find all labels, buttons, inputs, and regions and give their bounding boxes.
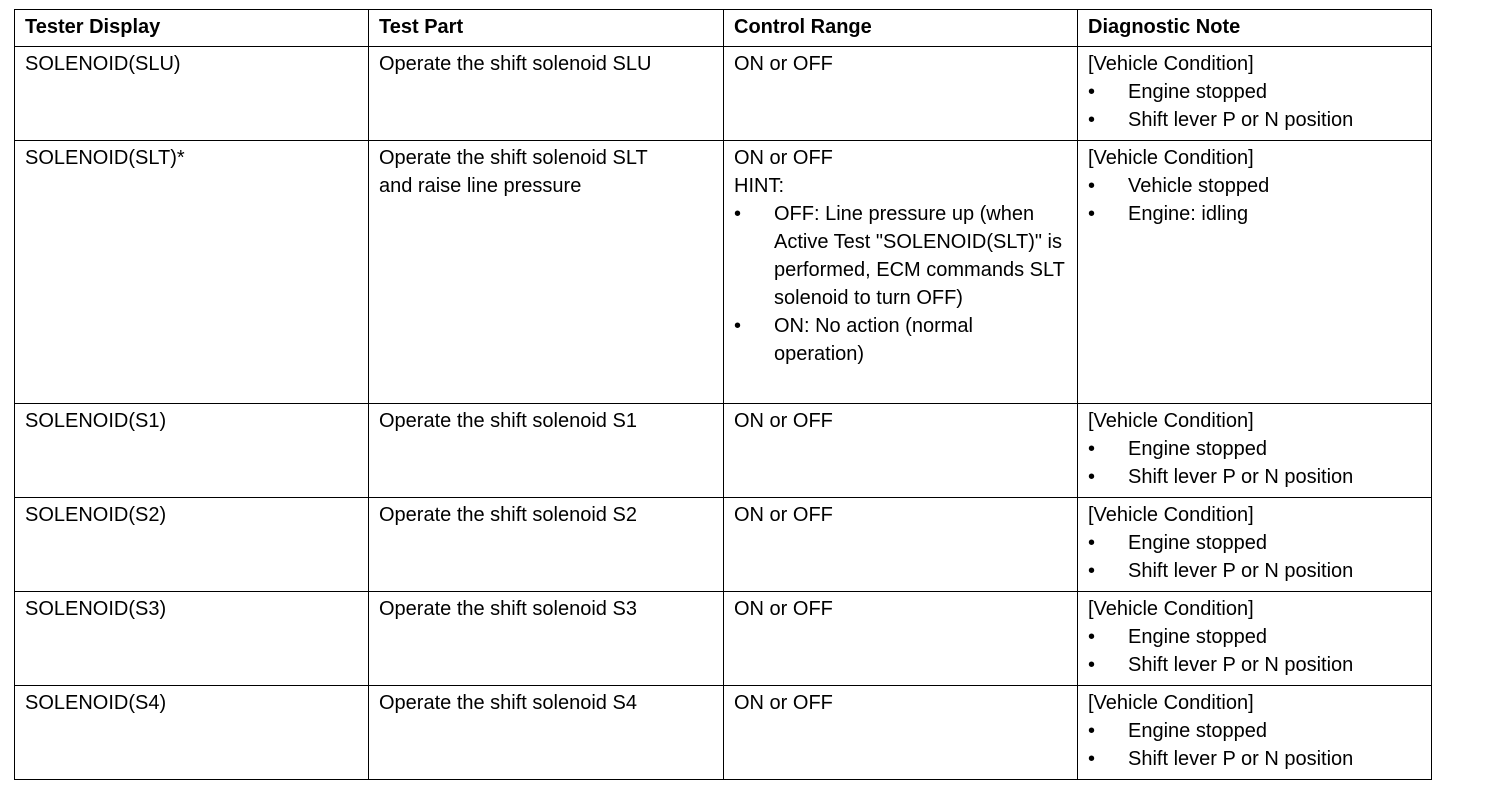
header-tester-display: Tester Display [15, 10, 369, 47]
hint-item: • ON: No action (normal operation) [734, 312, 1067, 368]
condition-item: • Engine stopped [1088, 435, 1421, 463]
condition-list [1088, 623, 1421, 679]
tester-display-cell: SOLENOID(S3) [15, 592, 369, 686]
bullet-icon: • [1088, 438, 1096, 460]
diagnostic-note-cell [1078, 686, 1432, 780]
condition-item: • Shift lever P or N position [1088, 463, 1421, 491]
bullet-icon: • [1088, 720, 1096, 742]
condition-list [1088, 78, 1421, 134]
condition-item: • Engine: idling [1088, 200, 1421, 228]
condition-item: • Engine stopped [1088, 529, 1421, 557]
table-row [15, 141, 1432, 404]
vehicle-condition-heading: [Vehicle Condition] [1088, 53, 1254, 75]
diagnostic-note-cell [1078, 498, 1432, 592]
test-part-line: Operate the shift solenoid SLT [379, 147, 648, 169]
hint-label: HINT: [734, 175, 784, 197]
bullet-icon: • [1088, 626, 1096, 648]
control-range-cell: ON or OFF [724, 592, 1078, 686]
vehicle-condition-heading: [Vehicle Condition] [1088, 598, 1254, 620]
bullet-icon: • [1088, 466, 1096, 488]
table-row [15, 686, 1432, 780]
bullet-icon: • [1088, 654, 1096, 676]
condition-item: • Engine stopped [1088, 78, 1421, 106]
vehicle-condition-heading: [Vehicle Condition] [1088, 147, 1254, 169]
bullet-icon: • [1088, 560, 1096, 582]
test-part-cell: Operate the shift solenoid S4 [369, 686, 724, 780]
condition-list [1088, 435, 1421, 491]
control-range-cell: ON or OFF [724, 404, 1078, 498]
test-part-cell: Operate the shift solenoid S3 [369, 592, 724, 686]
bullet-icon: • [734, 203, 742, 225]
header-control-range: Control Range [724, 10, 1078, 47]
condition-list [1088, 172, 1421, 228]
bullet-icon: • [1088, 175, 1096, 197]
condition-list [1088, 717, 1421, 773]
control-range-value: ON or OFF [734, 147, 833, 169]
condition-list [1088, 529, 1421, 585]
bullet-icon: • [1088, 532, 1096, 554]
control-range-cell [724, 141, 1078, 404]
hint-item: • OFF: Line pressure up (when Active Test "SOLENOID(SLT)" is performed, ECM commands SLT solenoid to turn OFF) [734, 200, 1067, 312]
vehicle-condition-heading: [Vehicle Condition] [1088, 410, 1254, 432]
condition-item: • Engine stopped [1088, 623, 1421, 651]
condition-item: • Vehicle stopped [1088, 172, 1421, 200]
header-diagnostic-note: Diagnostic Note [1078, 10, 1432, 47]
vehicle-condition-heading: [Vehicle Condition] [1088, 692, 1254, 714]
active-test-table [14, 9, 1432, 780]
table-row [15, 47, 1432, 141]
header-test-part: Test Part [369, 10, 724, 47]
condition-item: • Engine stopped [1088, 717, 1421, 745]
diagnostic-note-cell [1078, 592, 1432, 686]
table-header-row [15, 10, 1432, 47]
tester-display-cell: SOLENOID(SLU) [15, 47, 369, 141]
test-part-line: and raise line pressure [379, 175, 582, 197]
test-part-cell [369, 141, 724, 404]
table-row [15, 404, 1432, 498]
condition-item: • Shift lever P or N position [1088, 651, 1421, 679]
table-row [15, 498, 1432, 592]
diagnostic-note-cell [1078, 404, 1432, 498]
bullet-icon: • [734, 315, 742, 337]
test-part-cell: Operate the shift solenoid S1 [369, 404, 724, 498]
bullet-icon: • [1088, 109, 1096, 131]
diagnostic-note-cell [1078, 47, 1432, 141]
hint-list [734, 200, 1067, 368]
test-part-cell: Operate the shift solenoid SLU [369, 47, 724, 141]
condition-item: • Shift lever P or N position [1088, 557, 1421, 585]
bullet-icon: • [1088, 81, 1096, 103]
control-range-cell: ON or OFF [724, 686, 1078, 780]
tester-display-cell: SOLENOID(S2) [15, 498, 369, 592]
condition-item: • Shift lever P or N position [1088, 106, 1421, 134]
control-range-cell: ON or OFF [724, 498, 1078, 592]
table-row [15, 592, 1432, 686]
control-range-cell: ON or OFF [724, 47, 1078, 141]
tester-display-cell: SOLENOID(S1) [15, 404, 369, 498]
test-part-cell: Operate the shift solenoid S2 [369, 498, 724, 592]
bullet-icon: • [1088, 748, 1096, 770]
condition-item: • Shift lever P or N position [1088, 745, 1421, 773]
bullet-icon: • [1088, 203, 1096, 225]
tester-display-cell: SOLENOID(S4) [15, 686, 369, 780]
vehicle-condition-heading: [Vehicle Condition] [1088, 504, 1254, 526]
tester-display-cell: SOLENOID(SLT)* [15, 141, 369, 404]
diagnostic-note-cell [1078, 141, 1432, 404]
